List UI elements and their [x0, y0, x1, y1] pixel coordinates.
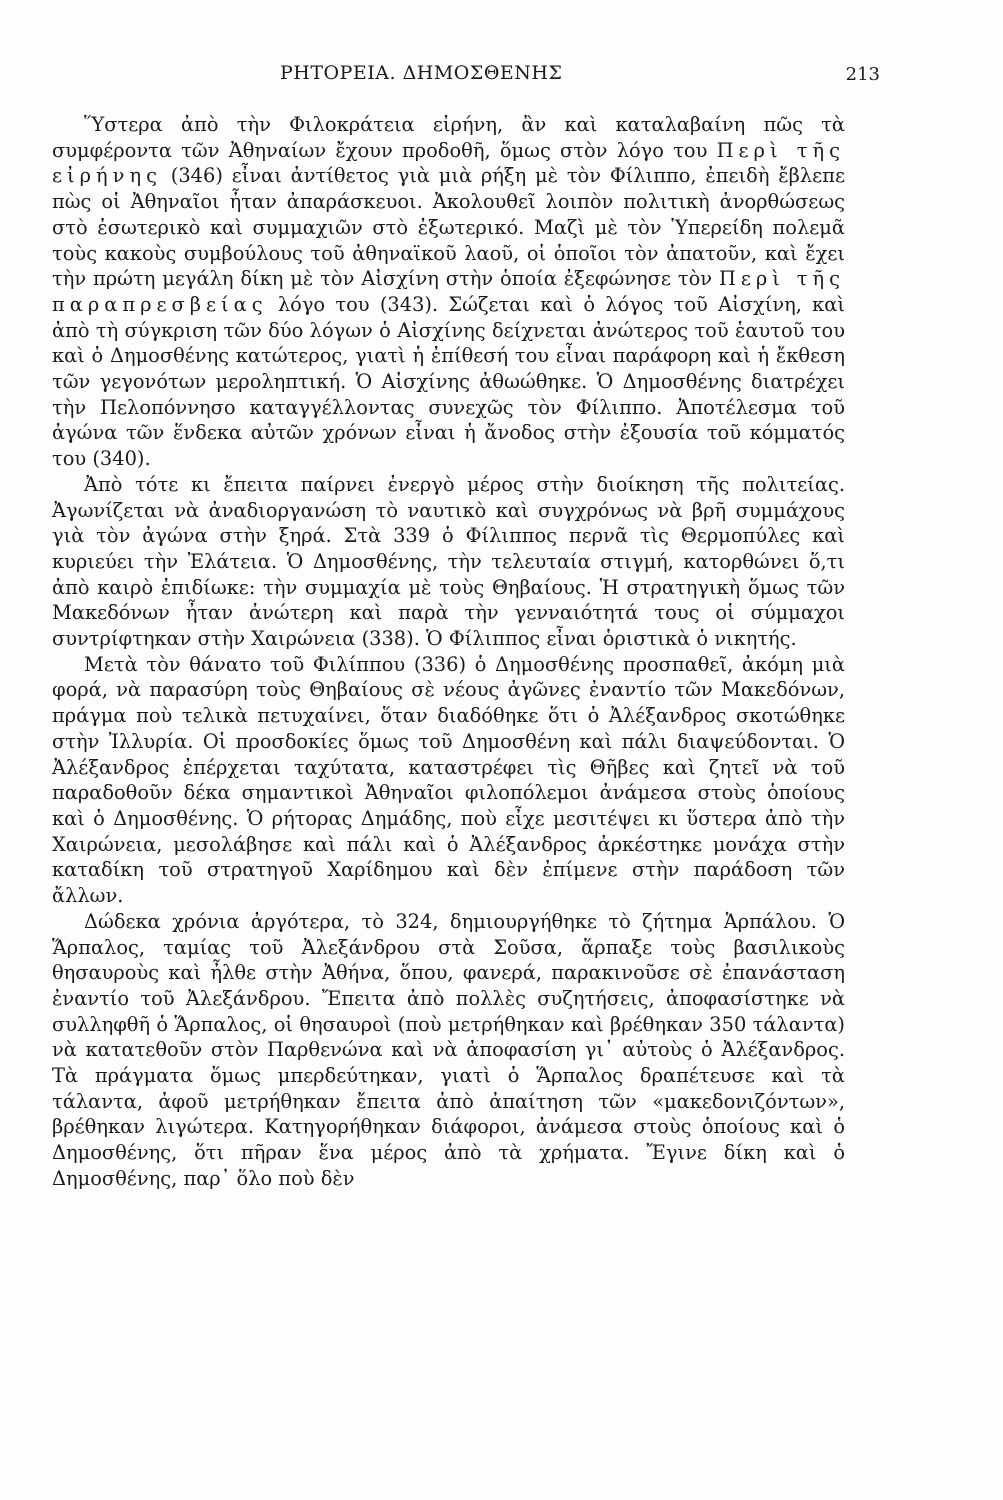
- body-text: [52, 112, 845, 1192]
- text-run: Ἀπὸ τότε κι ἔπειτα παίρνει ἐνεργὸ μέρος στὴν διοίκηση τῆς πολιτείας. Ἀγωνίζεται νὰ ἀναδιοργανώση τὸ ναυτικὸ καὶ συγχρόνως νὰ βρῆ συμμάχους γιὰ τὸν ἀγώνα στὴν ξηρά. Στὰ 339 ὁ Φίλιππος περνᾶ τὶς Θερμοπύλες καὶ κυριεύει τὴν Ἐλάτεια. Ὁ Δημοσθένης, τὴν τελευταία στιγμή, κατορθώνει ὅ,τι ἀπὸ καιρὸ ἐπιδίωκε: τὴν συμμαχία μὲ τοὺς Θηβαίους. Ἡ στρατηγικὴ ὅμως τῶν Μακεδόνων ἦταν ἀνώτερη καὶ παρὰ τὴν γενναιότητά τους οἱ σύμμαχοι συντρίφτηκαν στὴν Χαιρώνεια (338). Ὁ Φίλιππος εἶναι ὁριστικὰ ὁ νικητής.: [52, 472, 845, 651]
- running-title: ΡΗΤΟΡΕΙΑ. ΔΗΜΟΣΘΕΝΗΣ: [280, 62, 563, 84]
- text-run: Μετὰ τὸν θάνατο τοῦ Φιλίππου (336) ὁ Δημοσθένης προσπαθεῖ, ἀκόμη μιὰ φορά, νὰ παρασύρη τοὺς Θηβαίους σὲ νέους ἀγῶνες ἐναντίο τῶν Μακεδόνων, πράγμα ποὺ τελικὰ πετυχαίνει, ὅταν διαδόθηκε ὅτι ὁ Ἀλέξανδρος σκοτώθηκε στὴν Ἰλλυρία. Οἱ προσδοκίες ὅμως τοῦ Δημοσθένη καὶ πάλι διαψεύδονται. Ὁ Ἀλέξανδρος ἐπέρχεται ταχύτατα, καταστρέφει τὶς Θῆβες καὶ ζητεῖ νὰ τοῦ παραδοθοῦν δέκα σημαντικοὶ Ἀθηναῖοι φιλοπόλεμοι ἀνάμεσα στοὺς ὁποίους καὶ ὁ Δημοσθένης. Ὁ ρήτορας Δημάδης, ποὺ εἶχε μεσιτέψει κι ὕστερα ἀπὸ τὴν Χαιρώνεια, μεσολάβησε καὶ πάλι καὶ ὁ Ἀλέξανδρος ἀρκέστηκε μονάχα στὴν καταδίκη τοῦ στρατηγοῦ Χαρίδημου καὶ δὲν ἐπίμενε στὴν παράδοση τῶν ἄλλων.: [52, 652, 845, 908]
- text-run: Ὕστερα ἀπὸ τὴν Φιλοκράτεια εἰρήνη, ἂν καὶ καταλαβαίνη πῶς τὰ συμφέροντα τῶν Ἀθηναίων ἔχουν προδοθῆ, ὅμως στὸν λόγο του: [52, 113, 845, 162]
- speech-title-peri-parapresveias: Περὶ τῆς παραπρεσβείας: [52, 267, 845, 316]
- paragraph-4: [52, 909, 845, 1192]
- paragraph-1: [52, 112, 845, 472]
- paragraph-2: [52, 472, 845, 652]
- speech-title-peri-eirinis: Περὶ τῆς εἰρήνης: [52, 138, 845, 188]
- page-number: 213: [845, 64, 880, 85]
- text-run: (346) εἶναι ἀντίθετος γιὰ μιὰ ρήξη μὲ τὸν Φίλιππο, ἐπειδὴ ἔβλεπε πὼς οἱ Ἀθηναῖοι ἦταν ἀπαράσκευοι. Ἀκολουθεῖ λοιπὸν πολιτικὴ ἀνορθώσεως στὸ ἐσωτερικὸ καὶ συμμαχιῶν στὸ ἐξωτερικό. Μαζὶ μὲ τὸν Ὑπερείδη πολεμᾶ τοὺς κακοὺς συμβούλους τοῦ ἀθηναϊκοῦ λαοῦ, οἱ ὁποῖοι τὸν ἀπατοῦν, καὶ ἔχει τὴν πρώτη μεγάλη δίκη μὲ τὸν Αἰσχίνη στὴν ὁποία ἐξεφώνησε τὸν: [52, 164, 845, 291]
- running-head: [180, 62, 880, 90]
- text-run: Δώδεκα χρόνια ἀργότερα, τὸ 324, δημιουργήθηκε τὸ ζήτημα Ἁρπάλου. Ὁ Ἅρπαλος, ταμίας τοῦ Ἀλεξάνδρου στὰ Σοῦσα, ἅρπαξε τοὺς βασιλικοὺς θησαυροὺς καὶ ἦλθε στὴν Ἀθήνα, ὅπου, φανερά, παρακινοῦσε σὲ ἐπανάσταση ἐναντίο τοῦ Ἀλεξάνδρου. Ἔπειτα ἀπὸ πολλὲς συζητήσεις, ἀποφασίστηκε νὰ συλληφθῆ ὁ Ἅρπαλος, οἱ θησαυροὶ (ποὺ μετρήθηκαν καὶ βρέθηκαν 350 τάλαντα) νὰ κατατεθοῦν στὸν Παρθενώνα καὶ νὰ ἀποφασίση γι᾽ αὐτοὺς ὁ Ἀλέξανδρος. Τὰ πράγματα ὅμως μπερδεύτηκαν, γιατὶ ὁ Ἅρπαλος δραπέτευσε καὶ τὰ τάλαντα, ἀφοῦ μετρήθηκαν ἔπειτα ἀπὸ ἀπαίτηση τῶν «μακεδονιζόντων», βρέθηκαν λιγώτερα. Κατηγορήθηκαν διάφοροι, ἀνάμεσα στοὺς ὁποίους καὶ ὁ Δημοσθένης, ὅτι πῆραν ἕνα μέρος ἀπὸ τὰ χρήματα. Ἔγινε δίκη καὶ ὁ Δημοσθένης, παρ᾽ ὅλο ποὺ δὲν: [52, 909, 845, 1190]
- paragraph-3: [52, 652, 845, 909]
- text-run: λόγο του (343). Σώζεται καὶ ὁ λόγος τοῦ Αἰσχίνη, καὶ ἀπὸ τὴ σύγκριση τῶν δύο λόγων ὁ Αἰσχίνης δείχνεται ἀνώτερος τοῦ ἑαυτοῦ του καὶ ὁ Δημοσθένης κατώτερος, γιατὶ ἡ ἐπίθεσή του εἶναι παράφορη καὶ ἡ ἔκθεση τῶν γεγονότων μεροληπτική. Ὁ Αἰσχίνης ἀθωώθηκε. Ὁ Δημοσθένης διατρέχει τὴν Πελοπόννησο καταγγέλλοντας συνεχῶς τὸν Φίλιππο. Ἀποτέλεσμα τοῦ ἀγώνα τῶν ἕνδεκα αὐτῶν χρόνων εἶναι ἡ ἄνοδος στὴν ἐξουσία τοῦ κόμματός του (340).: [52, 292, 845, 471]
